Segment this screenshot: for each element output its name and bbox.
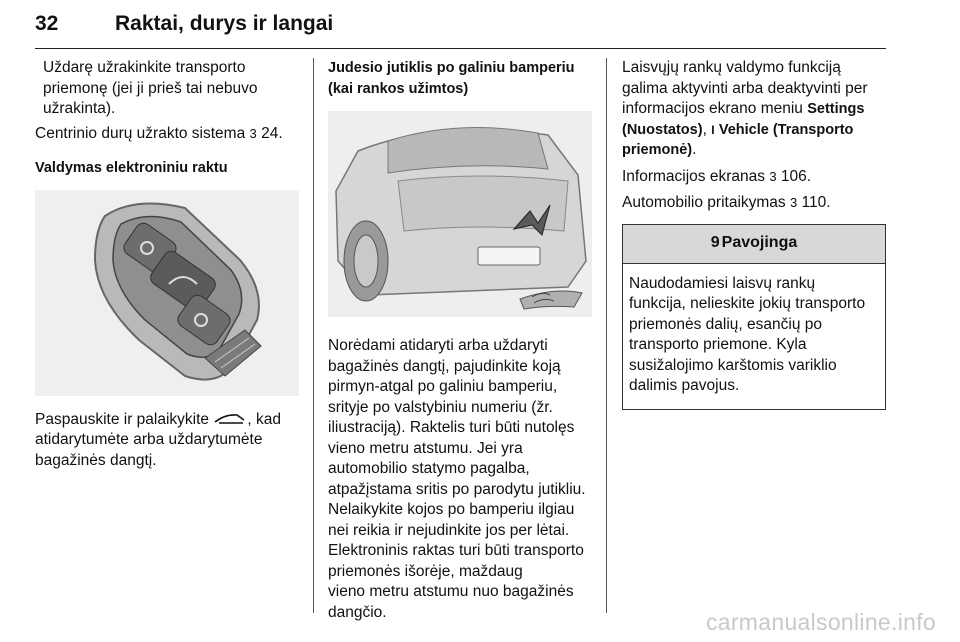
page-number: 32 <box>35 12 59 35</box>
text-line: Naudodamiesi laisvų rankų <box>629 274 816 292</box>
column-divider <box>606 58 607 613</box>
key-body-paragraph <box>35 410 299 431</box>
text-line: Uždarę užrakinkite transporto <box>43 59 246 76</box>
tailgate-icon <box>213 412 247 425</box>
text-span: . <box>692 141 697 158</box>
text-span: Centrinio durų užrakto sistema <box>35 124 246 142</box>
page-ref-number: 110. <box>801 194 831 211</box>
text-line: užrakinta). <box>43 100 116 117</box>
section-heading: Judesio jutiklis po galiniu bamperiu <box>328 60 575 76</box>
text-line: pirmyn-atgal po galiniu bamperiu, <box>328 378 558 395</box>
text-span: Informacijos ekranas <box>622 167 766 185</box>
vehicle-menu-label: Vehicle (Transporto <box>718 121 854 138</box>
column-3 <box>622 58 886 410</box>
text-line: Laisvųjų rankų valdymo funkciją <box>622 59 841 76</box>
column-1 <box>35 58 299 471</box>
text-line: transporto priemone. Kyla <box>629 336 807 353</box>
text-span: , kad <box>247 410 281 428</box>
info-display-reference <box>622 167 886 188</box>
intro-paragraph <box>35 58 299 120</box>
settings-menu-label: Settings <box>807 101 865 117</box>
page-ref-number: 24. <box>261 124 283 142</box>
menu-arrow-icon: I <box>711 122 715 137</box>
text-line: Elektroninis raktas turi būti transporto <box>328 542 584 559</box>
text-span: informacijos ekrano meniu <box>622 100 803 117</box>
text-line: automobilio statymo pagalba, <box>328 460 530 477</box>
text-line: atidarytumėte arba uždarytumėte <box>35 431 263 448</box>
page-ref-icon: 3 <box>249 125 257 141</box>
warning-body <box>623 264 885 409</box>
vehicle-menu-label: priemonė) <box>622 142 693 158</box>
text-line: nei reikia ir nejudinkite jos per lėtai. <box>328 521 570 539</box>
warning-header <box>623 225 885 264</box>
text-line: priemonės išorėje, maždaug <box>328 562 523 580</box>
warning-triangle-icon: 9 <box>710 234 720 252</box>
warning-title: Pavojinga <box>721 234 798 252</box>
page-header <box>35 10 886 49</box>
central-lock-reference <box>35 124 299 145</box>
column-2 <box>328 58 592 623</box>
text-line: Nelaikykite kojos po bamperiu ilgiau <box>328 501 575 518</box>
text-line: vieno metru atstumu. Jei yra <box>328 439 523 457</box>
text-line <box>622 140 886 161</box>
text-line: dangčio. <box>328 603 387 621</box>
electronic-key-fob-illustration <box>35 190 299 396</box>
text-line: iliustraciją). Raktelis turi būti nutolęs <box>328 419 575 436</box>
text-span: Automobilio pritaikymas <box>622 194 786 211</box>
text-line: bagažinės dangtį, pajudinkite koją <box>328 357 561 375</box>
section-heading: Valdymas elektroniniu raktu <box>35 160 228 176</box>
page-ref-number: 106. <box>780 167 812 185</box>
settings-menu-label: (Nuostatos) <box>622 121 703 138</box>
text-line <box>622 99 886 120</box>
text-line: priemonės dalių, esančių po <box>629 315 823 333</box>
text-line: funkcija, nelieskite jokių transporto <box>629 295 866 312</box>
watermark: carmanualsonline.info <box>705 609 936 635</box>
car-rear-kick-sensor-illustration <box>328 111 592 317</box>
personalization-reference <box>622 193 886 214</box>
page-ref-icon: 3 <box>769 168 777 184</box>
text-line: srityje po valstybiniu numeriu (žr. <box>328 398 553 416</box>
text-line: priemonę (jei ji prieš tai nebuvo <box>43 79 258 97</box>
text-line: dalimis pavojus. <box>629 377 740 394</box>
text-line: bagažinės dangtį. <box>35 451 157 469</box>
text-line: vieno metru atstumu nuo bagažinės <box>328 583 574 600</box>
page-ref-icon: 3 <box>790 195 798 210</box>
text-line: (Nuostatos), I Vehicle (Transporto <box>622 120 854 138</box>
warning-box <box>622 224 886 410</box>
text-line: susižalojimo karštomis variklio <box>629 356 837 374</box>
text-line: Norėdami atidaryti arba uždaryti <box>328 337 548 354</box>
column-divider <box>313 58 314 613</box>
text-line: atpažįstama sritis po parodytu jutikliu. <box>328 480 586 498</box>
chapter-title: Raktai, durys ir langai <box>115 12 334 35</box>
text-line: galima aktyvinti arba deaktyvinti per <box>622 79 868 97</box>
text-span: Paspauskite ir palaikykite <box>35 410 210 428</box>
section-heading: (kai rankos užimtos) <box>328 80 469 97</box>
